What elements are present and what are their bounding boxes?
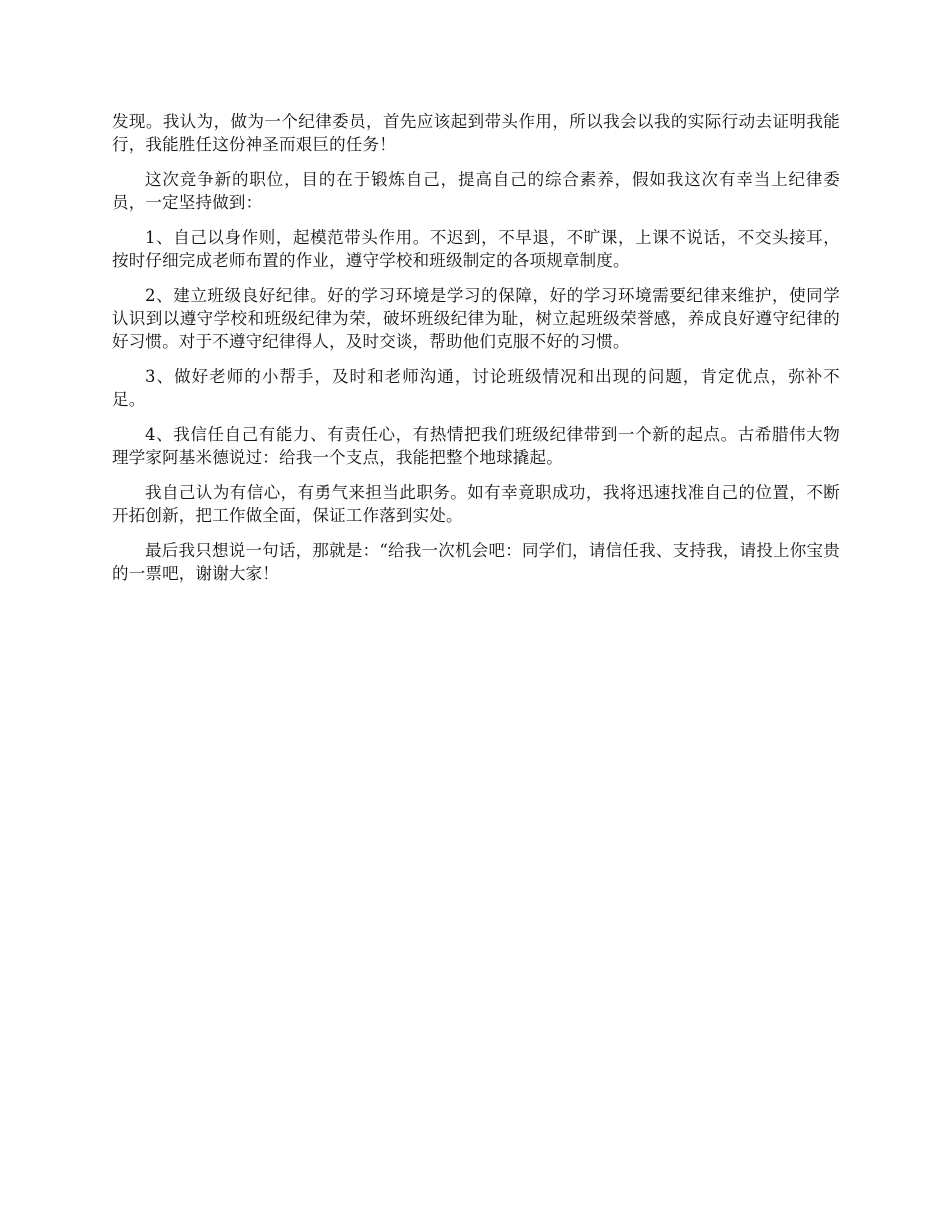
paragraph-item-2: 2、建立班级良好纪律。好的学习环境是学习的保障，好的学习环境需要纪律来维护，使同学认识到以遵守学校和班级纪律为荣，破坏班级纪律为耻，树立起班级荣誉感，养成良好遵守纪律的好习惯。对于不遵守纪律得人，及时交谈，帮助他们克服不好的习惯。 <box>112 286 840 351</box>
paragraph-item-3: 3、做好老师的小帮手，及时和老师沟通，讨论班级情况和出现的问题，肯定优点，弥补不足。 <box>112 367 840 409</box>
paragraph-closing: 最后我只想说一句话，那就是：“给我一次机会吧：同学们，请信任我、支持我，请投上你宝贵的一票吧，谢谢大家！ <box>112 541 840 583</box>
paragraph-intro: 这次竞争新的职位，目的在于锻炼自己，提高自己的综合素养，假如我这次有幸当上纪律委员，一定坚持做到： <box>112 170 840 212</box>
paragraph-continuation: 发现。我认为，做为一个纪律委员，首先应该起到带头作用，所以我会以我的实际行动去证明我能行，我能胜任这份神圣而艰巨的任务！ <box>112 112 840 154</box>
document-body <box>112 110 840 597</box>
paragraph-item-1: 1、自己以身作则，起模范带头作用。不迟到，不早退，不旷课，上课不说话，不交头接耳，按时仔细完成老师布置的作业，遵守学校和班级制定的各项规章制度。 <box>112 228 840 270</box>
paragraph-confidence: 我自己认为有信心，有勇气来担当此职务。如有幸竟职成功，我将迅速找准自己的位置，不断开拓创新，把工作做全面，保证工作落到实处。 <box>112 483 840 525</box>
paragraph-item-4: 4、我信任自己有能力、有责任心，有热情把我们班级纪律带到一个新的起点。古希腊伟大物理学家阿基米德说过：给我一个支点，我能把整个地球撬起。 <box>112 425 840 467</box>
